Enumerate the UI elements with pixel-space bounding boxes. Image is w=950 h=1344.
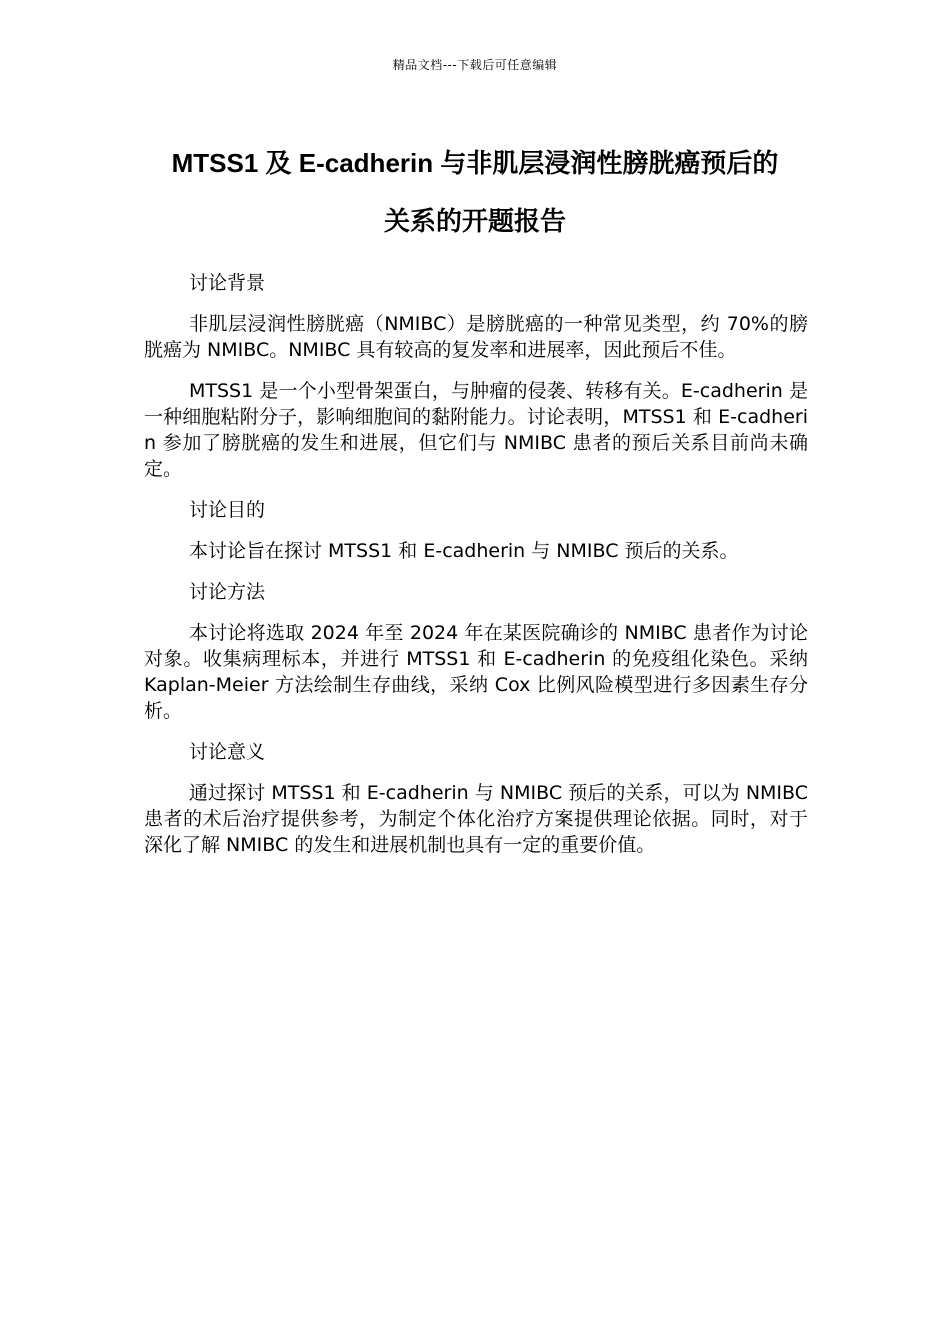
section-heading-background: 讨论背景 (189, 272, 266, 294)
document-title (120, 134, 830, 250)
title-line-1: MTSS1 及 E-cadherin 与非肌层浸润性膀胱癌预后的 (171, 148, 779, 178)
paragraph-method-1: 本讨论将选取 2024 年至 2024 年在某医院确诊的 NMIBC 患者作为讨论对象。收集病理标本，并进行 MTSS1 和 E-cadherin 的免疫组化染色。采纳 Kaplan-Meier 方法绘制生存曲线，采纳 Cox 比例风险模型进行多因素生存分析。 (144, 622, 808, 722)
header-note: 精品文档---下载后可任意编辑 (392, 58, 558, 72)
section-heading-method: 讨论方法 (189, 581, 266, 603)
title-line-2: 关系的开题报告 (383, 206, 566, 236)
document-body (144, 270, 808, 873)
paragraph-purpose-1: 本讨论旨在探讨 MTSS1 和 E-cadherin 与 NMIBC 预后的关系。 (189, 540, 739, 562)
paragraph-significance-1: 通过探讨 MTSS1 和 E-cadherin 与 NMIBC 预后的关系，可以为 NMIBC 患者的术后治疗提供参考，为制定个体化治疗方案提供理论依据。同时，对于深化了解 NMIBC 的发生和进展机制也具有一定的重要价值。 (144, 782, 808, 856)
section-heading-significance: 讨论意义 (189, 741, 266, 763)
paragraph-background-2: MTSS1 是一个小型骨架蛋白，与肿瘤的侵袭、转移有关。E-cadherin 是一种细胞粘附分子，影响细胞间的黏附能力。讨论表明，MTSS1 和 E-cadherin 参加了膀胱癌的发生和进展，但它们与 NMIBC 患者的预后关系目前尚未确定。 (144, 380, 808, 480)
section-heading-purpose: 讨论目的 (189, 499, 266, 521)
paragraph-background-1: 非肌层浸润性膀胱癌（NMIBC）是膀胱癌的一种常见类型，约 70%的膀胱癌为 NMIBC。NMIBC 具有较高的复发率和进展率，因此预后不佳。 (144, 313, 808, 361)
